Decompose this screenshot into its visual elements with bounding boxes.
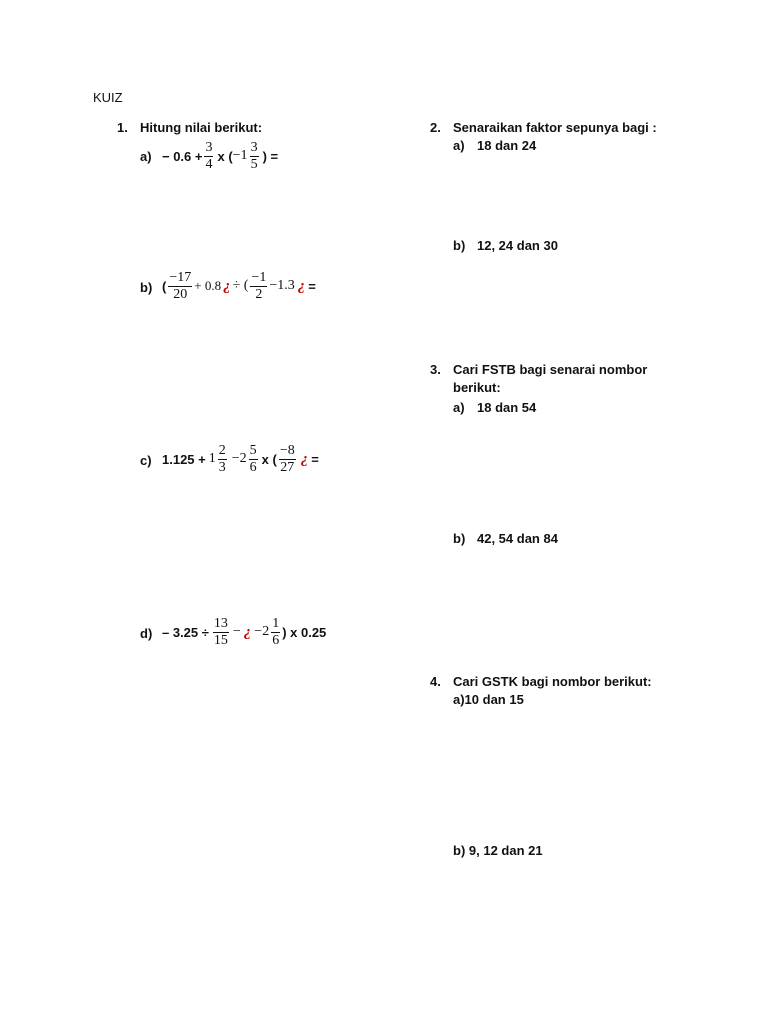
q1c-fraction1: $\frac{2}{3}$ bbox=[218, 442, 226, 475]
q1b-part2: + 0.8 bbox=[194, 278, 222, 293]
q1a-part4: ) = bbox=[262, 148, 279, 164]
q1c-fraction3: $\frac{-8}{27}$ bbox=[279, 442, 295, 475]
q1d-fraction1: $\frac{13}{15}$ bbox=[213, 615, 228, 648]
q1a-part2: x ( bbox=[217, 148, 233, 164]
q3b-text: 42, 54 dan 84 bbox=[477, 531, 558, 546]
q3-text-line2: berikut: bbox=[453, 380, 501, 395]
q1b-part4: −1.3 bbox=[269, 278, 295, 293]
q2-text: Senaraikan faktor sepunya bagi : bbox=[453, 120, 657, 135]
q1d-label: d) bbox=[140, 626, 153, 641]
q4b-text: b) 9, 12 dan 21 bbox=[453, 843, 543, 858]
q3a-text: 18 dan 54 bbox=[477, 400, 537, 415]
q1a-fraction1: $\frac{3}{4}$ bbox=[205, 139, 213, 172]
q3-text-line1: Cari FSTB bagi senarai nombor bbox=[453, 362, 648, 377]
q1d-part1: – 3.25 ÷ bbox=[162, 624, 209, 640]
q1b-part1: ( bbox=[162, 278, 167, 294]
q1c-expression bbox=[162, 442, 319, 476]
q1b-label: b) bbox=[140, 280, 153, 295]
q1c-part2: 1 bbox=[208, 451, 216, 466]
q3a-label: a) bbox=[453, 400, 465, 415]
q1d-fraction2: $\frac{1}{6}$ bbox=[272, 615, 280, 648]
q4a-text: a)10 dan 15 bbox=[453, 692, 524, 707]
q1b-part5: = bbox=[308, 278, 316, 294]
q1a-part1: − 0.6 + bbox=[162, 148, 203, 164]
q1b-symbol1: ¿ bbox=[223, 277, 231, 294]
q1b-fraction1: $\frac{-17}{20}$ bbox=[169, 269, 192, 302]
q1c-part4: x ( bbox=[261, 451, 277, 467]
q3b-label: b) bbox=[453, 531, 466, 546]
q1b-symbol2: ¿ bbox=[297, 277, 306, 294]
q1a-part3: −1 bbox=[232, 148, 248, 163]
q1c-part1: 1.125 + bbox=[162, 451, 206, 467]
q2a-label: a) bbox=[453, 138, 465, 153]
q3-number: 3. bbox=[430, 362, 441, 377]
q2a-text: 18 dan 24 bbox=[477, 138, 537, 153]
q1d-symbol: ¿ bbox=[243, 623, 252, 640]
q1c-symbol: ¿ bbox=[300, 450, 309, 467]
q1-number: 1. bbox=[117, 120, 128, 135]
q2b-label: b) bbox=[453, 238, 466, 253]
q4-number: 4. bbox=[430, 674, 441, 689]
q1a-expression bbox=[162, 139, 278, 173]
q4-text: Cari GSTK bagi nombor berikut: bbox=[453, 674, 652, 689]
q1a-fraction2: $\frac{3}{5}$ bbox=[250, 139, 258, 172]
q1b-expression bbox=[162, 269, 316, 303]
q1d-part2: − bbox=[232, 624, 241, 639]
q1c-label: c) bbox=[140, 453, 152, 468]
q1d-part3: −2 bbox=[254, 624, 270, 639]
q1d-expression bbox=[162, 615, 326, 649]
q1b-fraction2: $\frac{-1}{2}$ bbox=[251, 269, 267, 302]
q2-number: 2. bbox=[430, 120, 441, 135]
page-title: KUIZ bbox=[93, 90, 123, 105]
q1a-label: a) bbox=[140, 149, 152, 164]
q1-text: Hitung nilai berikut: bbox=[140, 120, 263, 135]
q2b-text: 12, 24 dan 30 bbox=[477, 238, 558, 253]
q1d-part4: ) x 0.25 bbox=[282, 624, 327, 640]
q1c-fraction2: $\frac{5}{6}$ bbox=[249, 442, 257, 475]
q1b-part3: ÷ ( bbox=[232, 278, 249, 293]
q1c-part3: −2 bbox=[231, 451, 247, 466]
q1c-part5: = bbox=[311, 451, 319, 467]
